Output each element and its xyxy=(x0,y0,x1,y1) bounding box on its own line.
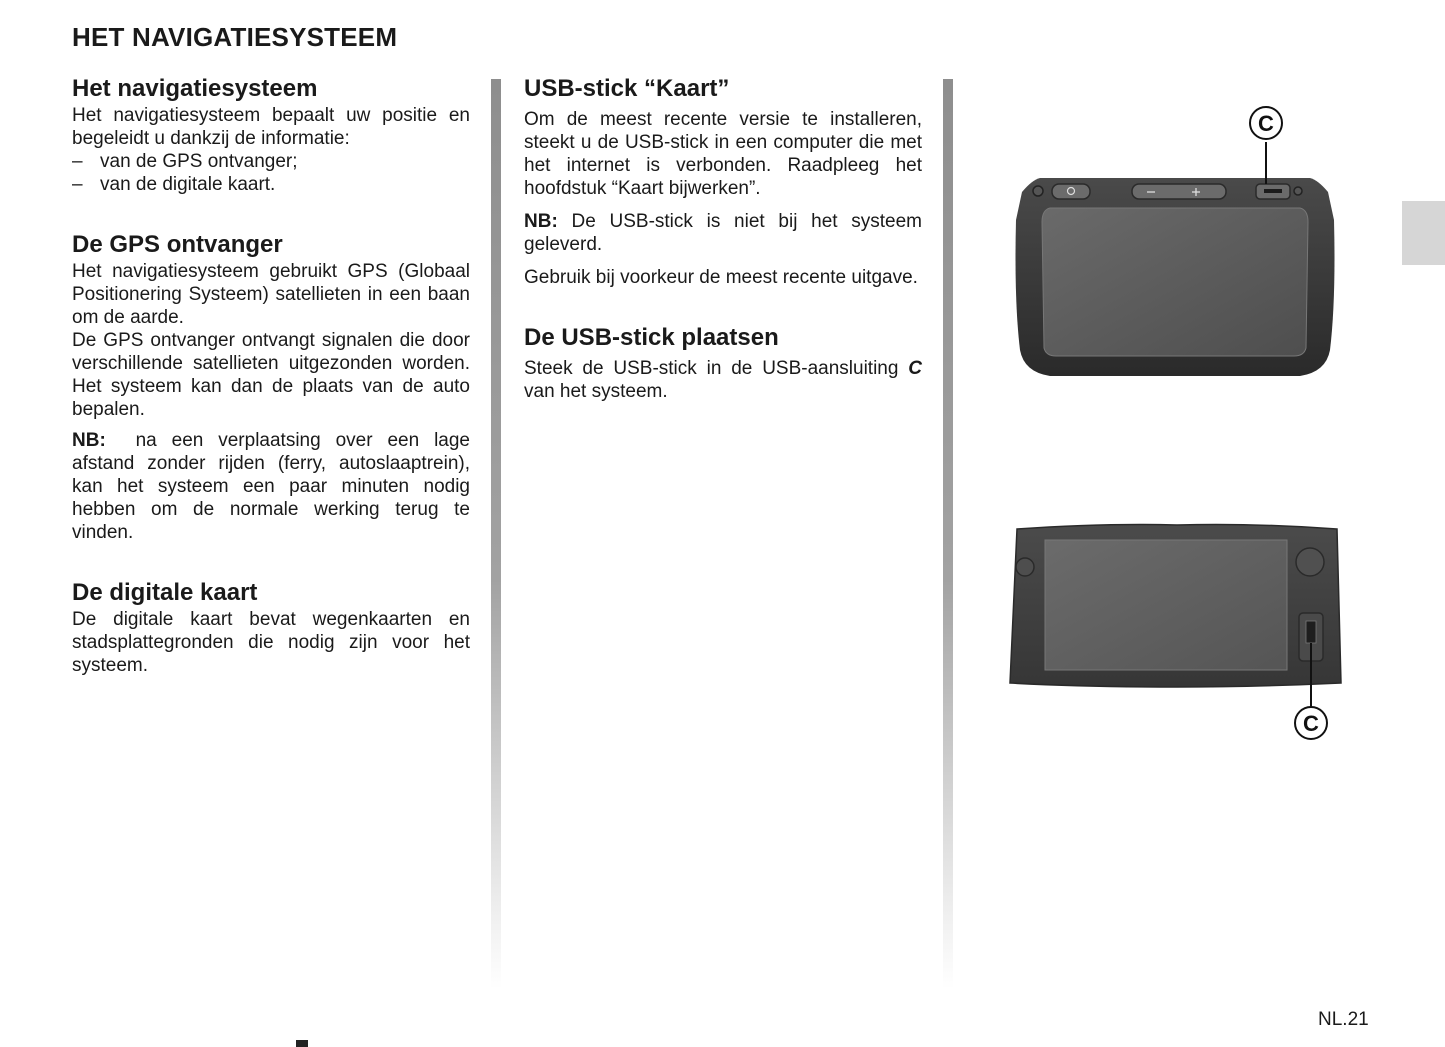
list-item-text: van de GPS ontvanger; xyxy=(100,151,298,172)
gps-paragraph-2: De GPS ontvanger ontvangt signalen die door verschillende satellieten uitgezonden worden. Het systeem kan dan de plaats van de auto bepalen. xyxy=(72,330,470,420)
list-item xyxy=(72,173,470,196)
section-heading-digital-map: De digitale kaart xyxy=(72,579,258,606)
note-label: NB: xyxy=(72,430,106,451)
usb-install-paragraph: Om de meest recente versie te installeren, steekt u de USB-stick in een computer die met het internet is verbonden. Raadpleeg het hoofdstuk “Kaart bijwerken”. xyxy=(524,109,922,199)
connector-reference: C xyxy=(908,358,922,379)
column-separator xyxy=(943,79,953,989)
usb-insert-text-end: van het systeem. xyxy=(524,381,668,402)
left-column xyxy=(72,74,470,677)
section-heading-usb-stick-map: USB-stick “Kaart” xyxy=(524,75,730,102)
middle-column xyxy=(524,74,922,403)
jack-icon xyxy=(1294,187,1302,195)
note-text: De USB-stick is niet bij het systeem geleverd. xyxy=(524,211,922,255)
section-heading-insert-usb: De USB-stick plaatsen xyxy=(524,324,779,351)
list-item-text: van de digitale kaart. xyxy=(100,174,276,195)
volume-rocker xyxy=(1132,184,1226,199)
note-label: NB: xyxy=(524,211,558,232)
multimedia-unit-figure-side-usb xyxy=(1005,515,1350,745)
bottom-edge-mark xyxy=(296,1040,308,1047)
callout-label: C xyxy=(1258,111,1274,136)
column-separator xyxy=(491,79,501,989)
thumb-index-tab xyxy=(1402,201,1445,265)
usb-slot xyxy=(1264,189,1282,193)
page-number: NL.21 xyxy=(1318,1009,1369,1030)
rotary-knob xyxy=(1296,548,1324,576)
usb-insert-paragraph xyxy=(524,357,922,403)
list-dash: – xyxy=(72,151,83,172)
usb-recommendation-paragraph: Gebruik bij voorkeur de meest recente uitgave. xyxy=(524,267,918,288)
callout-label: C xyxy=(1303,711,1319,736)
gps-note xyxy=(72,429,470,544)
digital-map-paragraph: De digitale kaart bevat wegenkaarten en stadsplattegronden die nodig zijn voor het systeem. xyxy=(72,609,470,676)
list-dash: – xyxy=(72,174,83,195)
multimedia-unit-figure-top-usb xyxy=(1010,100,1340,390)
navigation-intro-text: Het navigatiesysteem bepaalt uw positie en begeleidt u dankzij de informatie: xyxy=(72,105,470,149)
usb-insert-text: Steek de USB-stick in de USB-aansluiting xyxy=(524,358,909,379)
list-item xyxy=(72,150,470,173)
usb-slot xyxy=(1306,621,1316,643)
button-icon xyxy=(1016,558,1034,576)
device-screen xyxy=(1042,208,1308,356)
section-heading-gps-receiver: De GPS ontvanger xyxy=(72,231,283,258)
section-heading-navigation-system: Het navigatiesysteem xyxy=(72,75,318,102)
usb-note xyxy=(524,210,922,256)
device-screen xyxy=(1045,540,1287,670)
button-icon xyxy=(1033,186,1043,196)
page-title: HET NAVIGATIESYSTEEM xyxy=(72,22,398,52)
power-button xyxy=(1052,184,1090,199)
info-source-list xyxy=(72,150,470,196)
note-text: na een verplaatsing over een lage afstand zonder rijden (ferry, autoslaaptrein), kan het systeem een paar minuten nodig hebben om de normale werking terug te vinden. xyxy=(72,430,470,543)
gps-paragraph-1: Het navigatiesysteem gebruikt GPS (Globaal Positionering Systeem) satellieten in een baan om de aarde. xyxy=(72,261,470,328)
